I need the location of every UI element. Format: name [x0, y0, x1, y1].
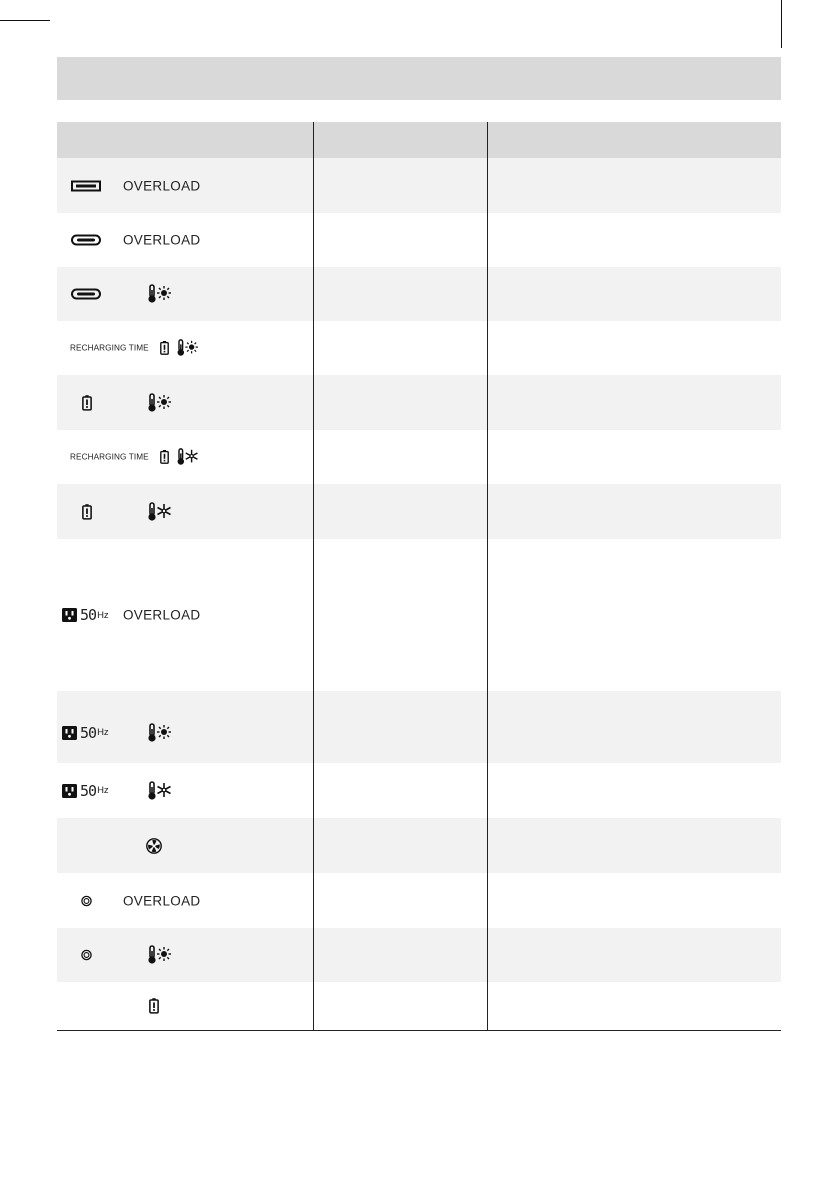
- battery-exclamation-icon: [82, 504, 92, 520]
- table-row: [57, 430, 781, 484]
- frequency-unit: Hz: [97, 785, 109, 796]
- thermometer-sun-icon: [147, 393, 173, 413]
- table-row: [57, 691, 781, 763]
- car-port-icon: [81, 895, 92, 906]
- thermometer-sun-icon: [176, 339, 200, 357]
- display-cell: [57, 430, 313, 484]
- table-row: [57, 375, 781, 430]
- frequency-value: 50: [80, 606, 97, 624]
- cause-cell: [313, 928, 487, 982]
- table-bottom-rule: [57, 1030, 781, 1031]
- display-cell: [57, 873, 313, 928]
- frequency-value: 50: [80, 723, 97, 742]
- thermometer-sun-icon: [147, 723, 173, 743]
- solution-cell: [487, 763, 781, 818]
- header-cell-solution: [487, 122, 781, 158]
- table-row: [57, 158, 781, 213]
- solution-cell: [487, 873, 781, 928]
- cause-cell: [313, 818, 487, 873]
- usb-c-port-icon: [71, 235, 101, 246]
- solution-cell: [487, 982, 781, 1030]
- usb-a-port-icon: [71, 180, 101, 191]
- overload-label: OVERLOAD: [123, 178, 201, 193]
- table-row: [57, 873, 781, 928]
- frequency-unit: Hz: [97, 727, 109, 739]
- ac-frequency-indicator: [62, 606, 109, 624]
- solution-cell: [487, 213, 781, 267]
- solution-cell: [487, 818, 781, 873]
- thermometer-snowflake-icon: [176, 448, 200, 466]
- display-cell: [57, 158, 313, 213]
- cause-cell: [313, 982, 487, 1030]
- solution-cell: [487, 430, 781, 484]
- battery-exclamation-icon: [149, 998, 159, 1014]
- display-cell: [57, 213, 313, 267]
- display-cell: [57, 375, 313, 430]
- cause-cell: [313, 430, 487, 484]
- thermometer-snowflake-icon: [147, 781, 173, 801]
- fan-icon: [146, 838, 162, 854]
- battery-exclamation-icon: [160, 341, 169, 355]
- solution-cell: [487, 267, 781, 321]
- table-row: [57, 928, 781, 982]
- ac-outlet-icon: [62, 726, 77, 740]
- display-cell: [57, 928, 313, 982]
- table-row: [57, 267, 781, 321]
- solution-cell: [487, 539, 781, 691]
- recharging-time-label: RECHARGING TIME: [70, 452, 149, 462]
- solution-cell: [487, 928, 781, 982]
- ac-frequency-indicator: [62, 724, 109, 742]
- recharging-time-label: RECHARGING TIME: [70, 343, 149, 353]
- cause-cell: [313, 873, 487, 928]
- cause-cell: [313, 763, 487, 818]
- thermometer-snowflake-icon: [147, 502, 173, 522]
- table-header-row: [57, 122, 781, 158]
- header-cell-cause: [313, 122, 487, 158]
- frequency-unit: Hz: [97, 609, 109, 621]
- overload-label: OVERLOAD: [123, 607, 201, 623]
- error-code-table: [57, 122, 781, 1031]
- section-title-bar: [57, 57, 781, 100]
- solution-cell: [487, 375, 781, 430]
- ac-outlet-icon: [62, 608, 77, 622]
- overload-label: OVERLOAD: [123, 893, 201, 908]
- thermometer-sun-icon: [147, 284, 173, 304]
- cause-cell: [313, 267, 487, 321]
- display-cell: [57, 267, 313, 321]
- header-cell-display: [57, 122, 313, 158]
- table-row: [57, 321, 781, 375]
- display-cell: [57, 982, 313, 1030]
- display-cell: [57, 539, 313, 691]
- crop-mark-horizontal: [0, 20, 50, 21]
- solution-cell: [487, 321, 781, 375]
- display-cell: [57, 763, 313, 818]
- table-row: [57, 982, 781, 1030]
- battery-exclamation-icon: [82, 395, 92, 411]
- overload-label: OVERLOAD: [123, 232, 201, 248]
- table-row: [57, 213, 781, 267]
- display-cell: [57, 818, 313, 873]
- solution-cell: [487, 158, 781, 213]
- table-row: [57, 484, 781, 539]
- cause-cell: [313, 539, 487, 691]
- cause-cell: [313, 484, 487, 539]
- ac-outlet-icon: [62, 784, 77, 798]
- solution-cell: [487, 691, 781, 763]
- crop-mark-vertical: [781, 0, 782, 48]
- thermometer-sun-icon: [147, 945, 173, 965]
- frequency-value: 50: [80, 781, 97, 800]
- display-cell: [57, 484, 313, 539]
- display-cell: [57, 321, 313, 375]
- table-row: [57, 818, 781, 873]
- usb-c-port-icon: [71, 289, 101, 300]
- ac-frequency-indicator: [62, 782, 109, 800]
- battery-exclamation-icon: [160, 450, 169, 464]
- table-row: [57, 539, 781, 691]
- solution-cell: [487, 484, 781, 539]
- cause-cell: [313, 691, 487, 763]
- cause-cell: [313, 375, 487, 430]
- cause-cell: [313, 158, 487, 213]
- cause-cell: [313, 213, 487, 267]
- table-row: [57, 763, 781, 818]
- cause-cell: [313, 321, 487, 375]
- car-port-icon: [81, 950, 92, 961]
- display-cell: [57, 691, 313, 763]
